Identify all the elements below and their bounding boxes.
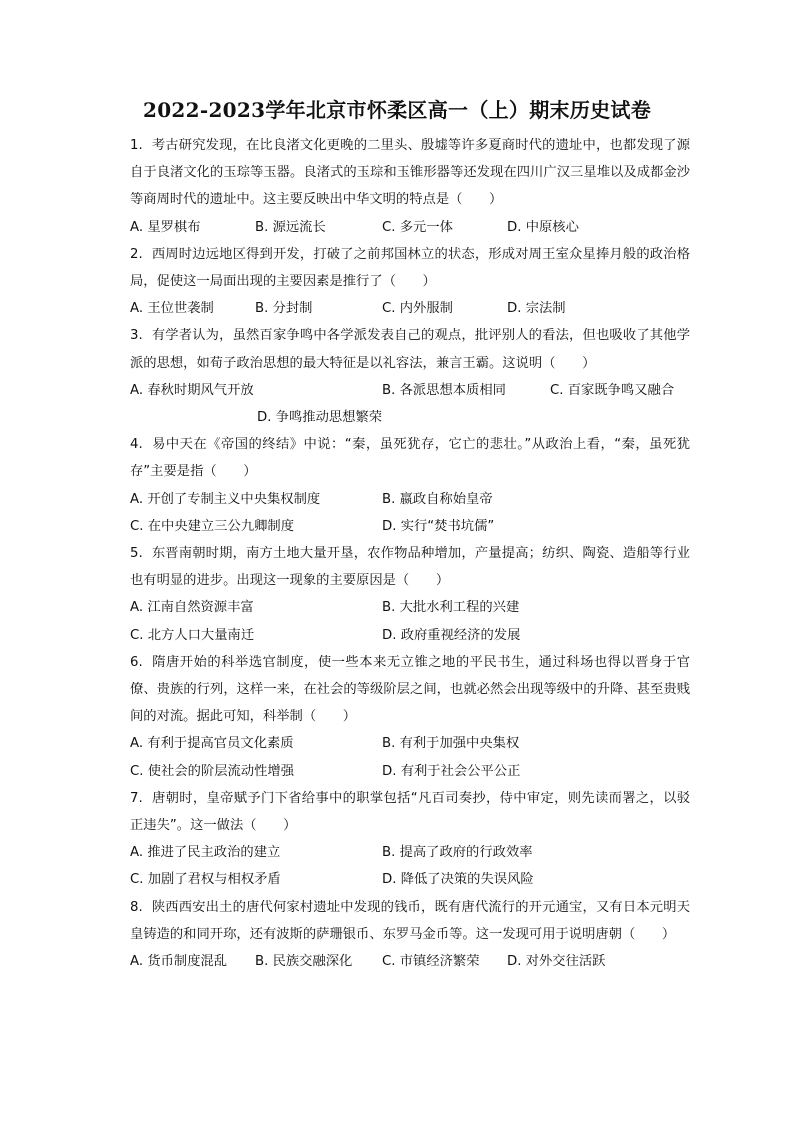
question-stem	[130, 241, 690, 295]
option-row	[130, 948, 690, 975]
question-stem	[130, 894, 690, 948]
option-c: C. 北方人口大量南迁	[130, 627, 255, 643]
option-c: C. 百家既争鸣又融合	[550, 382, 675, 398]
question-text: 西周时边远地区得到开发，打破了之前邦国林立的状态，形成对周王室众星捧月般的政治格局，促使这一局面出现的主要因素是推行了（ ）	[130, 246, 690, 289]
question-stem	[130, 785, 690, 839]
option-b: B. 大批水利工程的兴建	[382, 600, 520, 616]
option-c: C. 内外服制	[382, 301, 453, 317]
option-d: D. 对外交往活跃	[507, 953, 606, 969]
question-7	[130, 785, 690, 894]
question-number: 8.	[130, 899, 143, 915]
question-5	[130, 540, 690, 649]
question-text: 陕西西安出土的唐代何家村遗址中发现的钱币，既有唐代流行的开元通宝，又有日本元明天皇铸造的和同开珎，还有波斯的萨珊银币、东罗马金币等。这一发现可用于说明唐朝（ ）	[130, 899, 690, 942]
option-b: B. 嬴政自称始皇帝	[382, 491, 493, 507]
option-c: C. 在中央建立三公九卿制度	[130, 518, 295, 534]
option-b: B. 提高了政府的行政效率	[382, 845, 533, 861]
question-6	[130, 649, 690, 785]
question-8	[130, 894, 690, 976]
option-row	[130, 295, 690, 322]
question-number: 3.	[130, 328, 143, 344]
option-b: B. 各派思想本质相同	[382, 382, 506, 398]
exam-title: 2022-2023学年北京市怀柔区高一（上）期末历史试卷	[142, 98, 652, 122]
option-d: D. 中原核心	[507, 219, 579, 235]
question-stem	[130, 431, 690, 485]
option-a: A. 春秋时期风气开放	[130, 382, 254, 398]
question-stem	[130, 132, 690, 214]
question-4	[130, 431, 690, 540]
option-a: A. 星罗棋布	[130, 219, 201, 235]
question-text: 隋唐开始的科举选官制度，使一些本来无立锥之地的平民书生，通过科场也得以晋身于官僚、贵族的行列，这样一来，在社会的等级阶层之间，也就必然会出现等级中的升降、甚至贵贱间的对流。据此可知，科举制（ ）	[130, 654, 690, 725]
option-b: B. 分封制	[255, 301, 313, 317]
question-number: 5.	[130, 545, 143, 561]
option-a: A. 王位世袭制	[130, 301, 214, 317]
question-stem	[130, 649, 690, 731]
option-d: D. 政府重视经济的发展	[382, 627, 521, 643]
option-c: C. 加剧了君权与相权矛盾	[130, 872, 281, 888]
question-number: 6.	[130, 654, 143, 670]
question-number: 2.	[130, 246, 143, 262]
option-c: C. 市镇经济繁荣	[382, 953, 480, 969]
option-a: A. 江南自然资源丰富	[130, 600, 254, 616]
question-3	[130, 322, 690, 431]
option-a: A. 开创了专制主义中央集权制度	[130, 491, 321, 507]
option-row	[130, 839, 690, 893]
question-number: 1.	[130, 138, 143, 153]
option-row	[130, 594, 690, 648]
option-a: A. 货币制度混乱	[130, 953, 228, 969]
question-text: 有学者认为，虽然百家争鸣中各学派发表自己的观点，批评别人的看法，但也吸收了其他学派的思想，如荀子政治思想的最大特征是以礼容法，兼言王霸。这说明（ ）	[130, 328, 690, 371]
question-2	[130, 241, 690, 323]
question-text: 考古研究发现，在比良渚文化更晚的二里头、殷墟等许多夏商时代的遗址中，也都发现了源自于良渚文化的玉琮等玉器。良渚式的玉琮和玉锥形器等还发现在四川广汉三星堆以及成都金沙等商周时代的遗址中。这主要反映出中华文明的特点是（ ）	[130, 138, 690, 208]
option-row	[130, 486, 690, 540]
question-stem	[130, 322, 690, 376]
option-d: D. 宗法制	[507, 301, 566, 317]
option-a: A. 推进了民主政治的建立	[130, 845, 281, 861]
option-row	[130, 214, 690, 241]
option-row	[130, 730, 690, 784]
question-1	[130, 132, 690, 241]
option-d: D. 实行“焚书坑儒”	[382, 518, 495, 534]
option-d: D. 降低了决策的失误风险	[382, 872, 534, 888]
option-d: D. 有利于社会公平公正	[382, 763, 521, 779]
option-b: B. 民族交融深化	[255, 953, 353, 969]
option-b: B. 源远流长	[255, 219, 326, 235]
option-b: B. 有利于加强中央集权	[382, 736, 520, 752]
question-text: 唐朝时，皇帝赋予门下省给事中的职掌包括“凡百司奏抄，侍中审定，则先读而署之，以驳正违失”。这一做法（ ）	[130, 790, 690, 833]
question-number: 4.	[130, 437, 143, 453]
question-number: 7.	[130, 790, 143, 806]
option-c: C. 使社会的阶层流动性增强	[130, 763, 295, 779]
question-text: 易中天在《帝国的终结》中说：“秦，虽死犹存，它亡的悲壮。”从政治上看，“秦，虽死犹存”主要是指（ ）	[130, 437, 690, 480]
option-a: A. 有利于提高官员文化素质	[130, 736, 294, 752]
option-row	[130, 377, 690, 431]
question-text: 东晋南朝时期，南方土地大量开垦，农作物品种增加，产量提高；纺织、陶瓷、造船等行业也有明显的进步。出现这一现象的主要原因是（ ）	[130, 545, 690, 589]
question-list	[130, 132, 690, 975]
option-d: D. 争鸣推动思想繁荣	[257, 409, 383, 425]
question-stem	[130, 540, 690, 594]
option-c: C. 多元一体	[382, 219, 453, 235]
